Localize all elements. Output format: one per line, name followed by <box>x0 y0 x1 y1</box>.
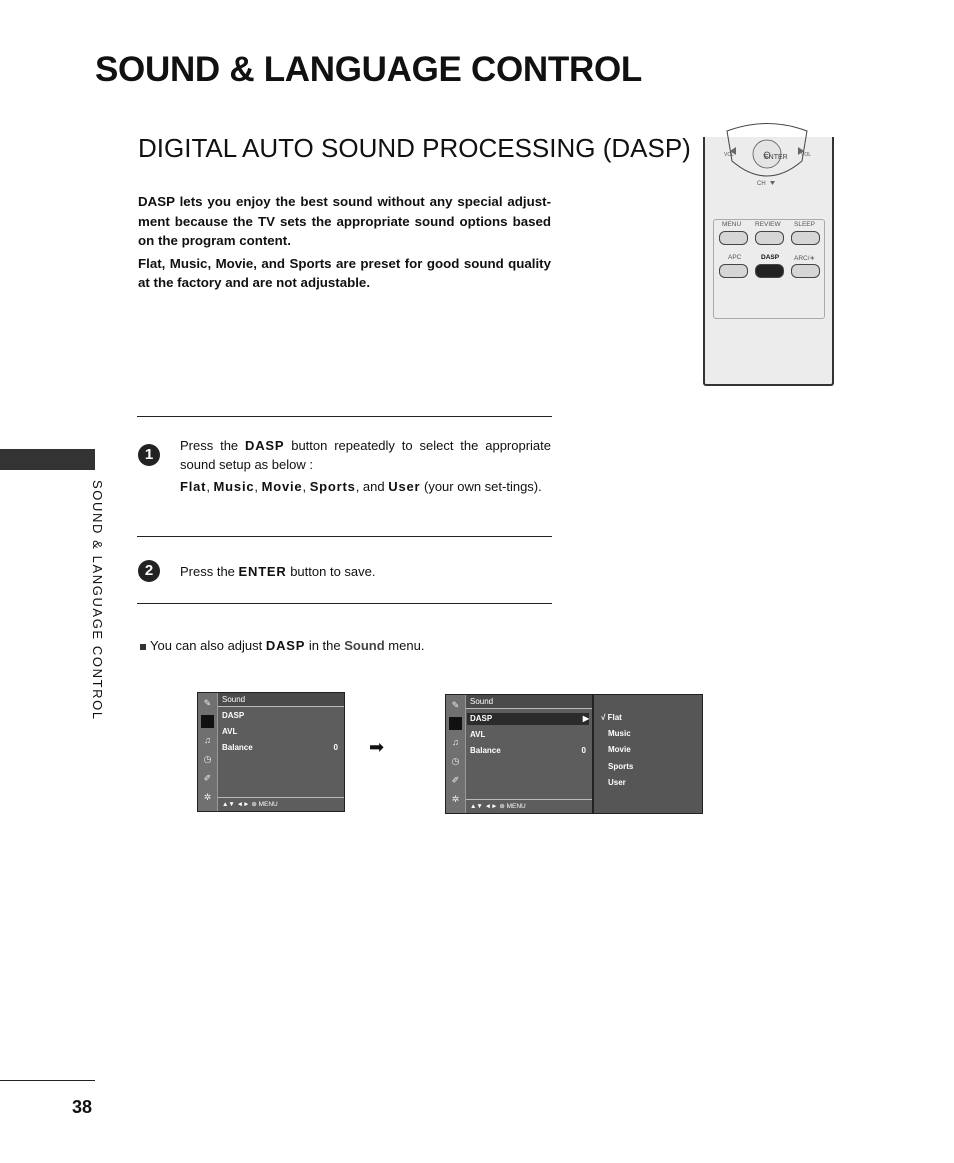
time-icon: ◷ <box>203 754 212 764</box>
divider <box>137 603 552 604</box>
osd-item-avl[interactable]: AVL <box>470 730 486 739</box>
submenu-item-music[interactable]: Music <box>608 729 631 738</box>
ch-label: CH <box>757 181 766 187</box>
osd-item-avl[interactable]: AVL <box>222 727 238 736</box>
setup-icon: ✲ <box>203 792 212 802</box>
osd-icon-bar <box>198 693 218 811</box>
option-and: and <box>362 479 385 494</box>
osd-item-balance[interactable]: Balance 0 <box>222 743 338 752</box>
osd-icon-bar <box>446 695 466 813</box>
screen-icon <box>201 715 214 728</box>
submenu-item-flat[interactable]: √ Flat <box>601 713 622 722</box>
intro-text <box>138 192 551 296</box>
step-2-text <box>180 562 551 581</box>
osd-header: Sound <box>466 695 592 709</box>
footer-rule <box>0 1080 95 1081</box>
vol-left-label: VOL <box>724 152 735 158</box>
step-2-pre: Press the <box>180 564 239 579</box>
sound-icon: ♫ <box>452 737 459 747</box>
menu-button[interactable] <box>719 231 748 245</box>
picture-icon: ✎ <box>203 698 212 708</box>
note-key: DASP <box>265 638 306 653</box>
option-icon: ✐ <box>451 775 460 785</box>
apc-button[interactable] <box>719 264 748 278</box>
screen-icon <box>449 717 462 730</box>
right-arrow-icon: ➡ <box>369 737 385 757</box>
osd-header: Sound <box>218 693 344 707</box>
option-music: Music <box>213 479 255 494</box>
osd-item-balance[interactable]: Balance 0 <box>470 746 586 755</box>
note <box>140 638 424 653</box>
page-title: SOUND & LANGUAGE CONTROL <box>95 50 642 89</box>
step-2-number: 2 <box>138 560 160 582</box>
osd-footer: ▲▼ ◄► ⊕ MENU <box>466 799 592 813</box>
sleep-button[interactable] <box>791 231 820 245</box>
note-pre: You can also adjust <box>150 638 266 653</box>
side-label: SOUND & LANGUAGE CONTROL <box>90 480 105 721</box>
intro-paragraph-1: DASP lets you enjoy the best sound without any special adjust-ment because the TV sets the appropriate sound options based on the program content. <box>138 194 551 248</box>
enter-button-label: ENTER <box>764 154 788 161</box>
osd-sound-menu <box>197 692 345 812</box>
option-tail: (your own set-tings). <box>423 479 542 494</box>
side-tab-bar <box>0 449 95 470</box>
apc-button-label: APC <box>728 254 742 261</box>
option-flat: Flat <box>180 479 207 494</box>
note-mid: in the <box>305 638 345 653</box>
step-1-post: button repeatedly to select the appropriate sound setup as below : <box>180 438 552 472</box>
menu-button-label: MENU <box>722 221 742 228</box>
option-icon: ✐ <box>203 773 212 783</box>
submenu-item-user[interactable]: User <box>608 778 626 787</box>
sleep-button-label: SLEEP <box>794 221 815 228</box>
submenu-item-sports[interactable]: Sports <box>608 762 634 771</box>
section-title: DIGITAL AUTO SOUND PROCESSING (DASP) <box>138 133 691 163</box>
divider <box>137 416 552 417</box>
step-2-key: ENTER <box>238 564 287 579</box>
step-1-text: Press the DASP button repeatedly to select the appropriate sound setup as below : Flat, Music, Movie, Sports, and User (your own set-tings). <box>180 438 552 494</box>
step-1-pre: Press the <box>180 438 246 453</box>
step-2-post: button to save. <box>286 564 376 579</box>
dasp-submenu <box>593 694 703 814</box>
option-movie: Movie <box>261 479 303 494</box>
note-menu: Sound <box>344 638 385 653</box>
vol-right-label: VOL <box>801 152 812 158</box>
submenu-item-movie[interactable]: Movie <box>608 745 631 754</box>
dasp-button[interactable] <box>755 264 784 278</box>
osd-sound-menu-open <box>445 694 593 814</box>
arc-button-label: ARC/∗ <box>794 255 815 262</box>
time-icon: ◷ <box>451 756 460 766</box>
page-number: 38 <box>72 1097 93 1117</box>
intro-paragraph-2: Flat, Music, Movie, and Sports are preset for good sound quality at the factory and are not adjustable. <box>138 255 551 290</box>
dasp-button-label: DASP <box>761 254 780 261</box>
bullet-icon <box>140 644 146 650</box>
review-button[interactable] <box>755 231 784 245</box>
review-button-label: REVIEW <box>755 221 781 228</box>
arc-button[interactable] <box>791 264 820 278</box>
option-user: User <box>388 479 421 494</box>
option-sports: Sports <box>309 479 356 494</box>
setup-icon: ✲ <box>451 794 460 804</box>
remote-control <box>703 137 834 386</box>
divider <box>137 536 552 537</box>
note-post: menu. <box>384 638 425 653</box>
picture-icon: ✎ <box>451 700 460 710</box>
osd-item-dasp-selected[interactable]: DASP ▶ <box>467 713 589 725</box>
osd-footer: ▲▼ ◄► ⊕ MENU <box>218 797 344 811</box>
sound-icon: ♫ <box>204 735 211 745</box>
osd-item-dasp[interactable]: DASP <box>222 711 245 720</box>
step-1-key: DASP <box>245 438 285 453</box>
step-1-number: 1 <box>138 444 160 466</box>
